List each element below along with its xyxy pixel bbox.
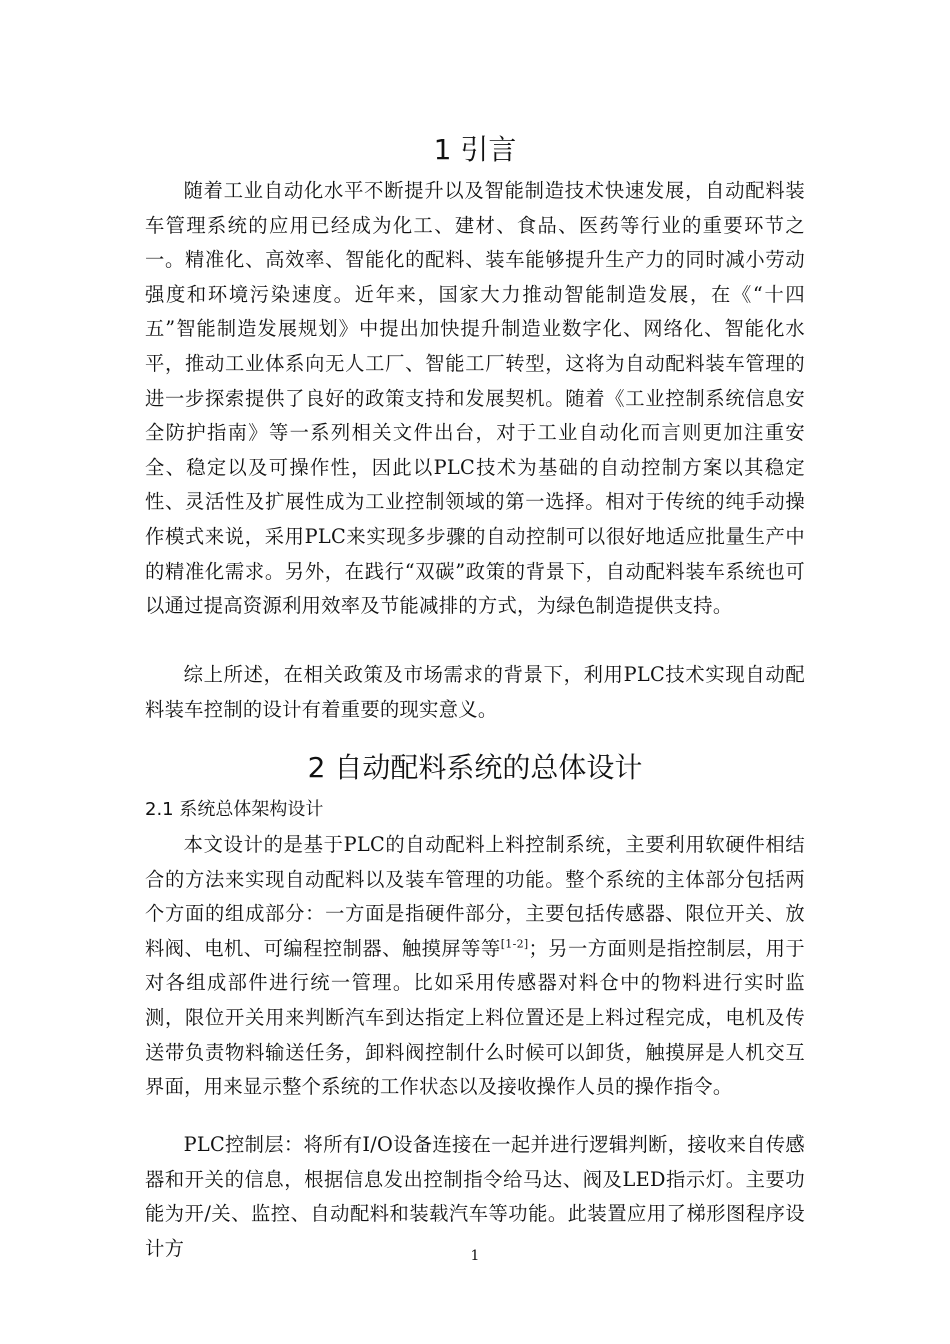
chapter-1-paragraph-1: 随着工业自动化水平不断提升以及智能制造技术快速发展，自动配料装车管理系统的应用已经成为化工、建材、食品、医药等行业的重要环节之一。精准化、高效率、智能化的配料、装车能够提升生产力的同时减小劳动强度和环境污染速度。近年来，国家大力推动智能制造发展，在《“十四五”智能制造发展规划》中提出加快提升制造业数字化、网络化、智能化水平，推动工业体系向无人工厂、智能工厂转型，这将为自动配料装车管理的进一步探索提供了良好的政策支持和发展契机。随着《工业控制系统信息安全防护指南》等一系列相关文件出台，对于工业自动化而言则更加注重安全、稳定以及可操作性，因此以PLC技术为基础的自动控制方案以其稳定性、灵活性及扩展性成为工业控制领域的第一选择。相对于传统的纯手动操作模式来说，采用PLC来实现多步骤的自动控制可以很好地适应批量生产中的精准化需求。另外，在践行“双碳”政策的背景下，自动配料装车系统也可以通过提高资源利用效率及节能减排的方式，为绿色制造提供支持。 xyxy=(145,179,805,618)
section-2-1-paragraph-2: PLC控制层：将所有I/O设备连接在一起并进行逻辑判断，接收来自传感器和开关的信息，根据信息发出控制指令给马达、阀及LED指示灯。主要功能为开/关、监控、自动配料和装载汽车等功能。此装置应用了梯形图程序设计方 xyxy=(145,1133,805,1260)
paragraph-text-after-citation: ；另一方面则是指控制层，用于对各组成部件进行统一管理。比如采用传感器对料仓中的物料进行实时监测，限位开关用来判断汽车到达指定上料位置还是上料过程完成，电机及传送带负责物料输送任务，卸料阀控制什么时候可以卸货，触摸屏是人机交互界面，用来显示整个系统的工作状态以及接收操作人员的操作指令。 xyxy=(145,936,805,1099)
citation-reference: [1-2] xyxy=(500,937,529,951)
chapter-1-paragraph-2: 综上所述，在相关政策及市场需求的背景下，利用PLC技术实现自动配料装车控制的设计有着重要的现实意义。 xyxy=(145,663,805,721)
chapter-1-title: 1 引言 xyxy=(433,133,517,166)
chapter-2-title: 2 自动配料系统的总体设计 xyxy=(307,751,643,784)
section-2-1-paragraph-1 xyxy=(145,828,805,1105)
page-number: 1 xyxy=(470,1248,480,1264)
section-2-1-title: 2.1 系统总体架构设计 xyxy=(145,799,324,820)
paragraph-text-before-citation: 本文设计的是基于PLC的自动配料上料控制系统，主要利用软硬件相结合的方法来实现自动配料以及装车管理的功能。整个系统的主体部分包括两个方面的组成部分：一方面是指硬件部分，主要包括传感器、限位开关、放料阀、电机、可编程控制器、触摸屏等等 xyxy=(145,833,805,960)
